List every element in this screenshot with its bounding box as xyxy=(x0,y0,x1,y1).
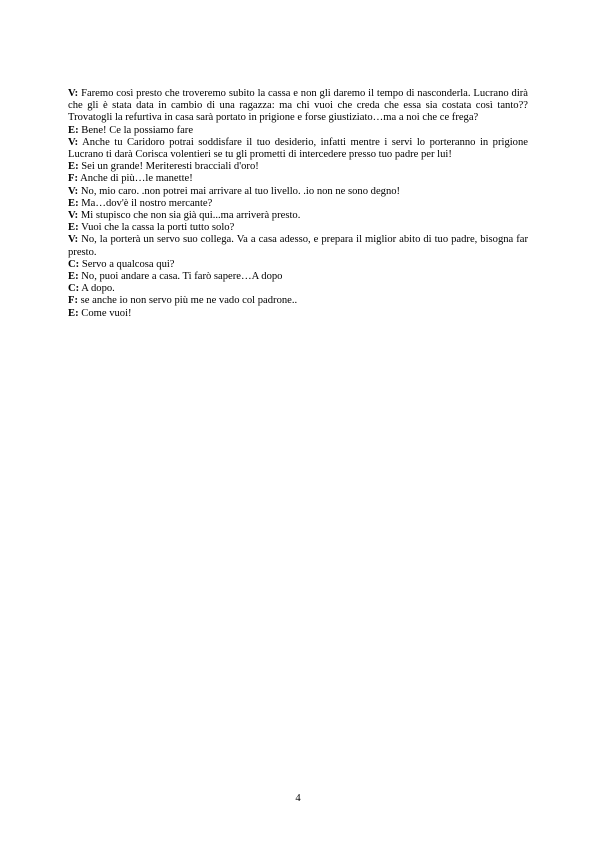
dialogue-line xyxy=(68,88,528,125)
dialogue-line xyxy=(68,210,528,222)
speaker-label: V: xyxy=(68,88,79,99)
dialogue-body xyxy=(68,88,528,320)
speaker-label: V: xyxy=(68,234,79,246)
speaker-label: E: xyxy=(68,124,79,136)
speaker-label: E: xyxy=(68,161,79,173)
dialogue-text: Come vuoi! xyxy=(81,307,132,319)
speaker-label: V: xyxy=(68,136,79,148)
dialogue-line xyxy=(68,137,528,161)
dialogue-text: Ma…dov'è il nostro mercante? xyxy=(81,197,213,209)
speaker-label: V: xyxy=(68,210,79,222)
dialogue-line xyxy=(68,173,528,185)
speaker-label: C: xyxy=(68,258,80,270)
dialogue-line xyxy=(68,259,528,271)
dialogue-line xyxy=(68,186,528,198)
dialogue-text: No, puoi andare a casa. Ti farò sapere…A dopo xyxy=(81,271,283,283)
speaker-label: E: xyxy=(68,307,79,319)
dialogue-line xyxy=(68,308,528,320)
page-number: 4 xyxy=(295,793,301,804)
dialogue-text: Servo a qualcosa qui? xyxy=(81,258,175,270)
dialogue-text: se anche io non servo più me ne vado col padrone.. xyxy=(80,295,298,307)
speaker-label: E: xyxy=(68,222,79,234)
dialogue-line xyxy=(68,295,528,307)
speaker-label: E: xyxy=(68,197,79,209)
speaker-label: F: xyxy=(68,295,78,307)
dialogue-line xyxy=(68,198,528,210)
dialogue-text: Sei un grande! Meriteresti bracciali d'oro! xyxy=(81,161,259,173)
dialogue-text: Anche tu Caridoro potrai soddisfare il tuo desiderio, infatti mentre i servi lo porteranno in prigione Lucrano ti darà Corisca volentieri se tu gli prometti di intercedere presso tuo padre per lui! xyxy=(68,136,528,161)
dialogue-text: Vuoi che la cassa la porti tutto solo? xyxy=(81,222,235,234)
speaker-label: E: xyxy=(68,271,79,283)
speaker-label: F: xyxy=(68,173,78,185)
dialogue-line xyxy=(68,161,528,173)
dialogue-text: No, la porterà un servo suo collega. Va a casa adesso, e prepara il miglior abito di tuo padre, bisogna far presto. xyxy=(68,234,528,258)
speaker-label: V: xyxy=(68,185,79,197)
dialogue-text: Faremo così presto che troveremo subito la cassa e non gli daremo il tempo di nasconderla. Lucrano dirà che gli è stata data in cambio di una ragazza: ma chi vuoi che creda che essa sia costata così tanto?? Trovatogli la refurtiva in casa sarà portato in prigione e forse giustiziato…ma a noi che ce frega? xyxy=(68,88,528,124)
dialogue-line xyxy=(68,125,528,137)
dialogue-text: Mi stupisco che non sia già qui...ma arriverà presto. xyxy=(80,210,301,222)
speaker-label: C: xyxy=(68,283,80,295)
dialogue-text: Bene! Ce la possiamo fare xyxy=(81,124,194,136)
dialogue-text: A dopo. xyxy=(81,283,115,295)
dialogue-line xyxy=(68,283,528,295)
dialogue-line xyxy=(68,271,528,283)
dialogue-text: Anche di più…le manette! xyxy=(80,173,193,185)
dialogue-line xyxy=(68,234,528,258)
dialogue-text: No, mio caro. .non potrei mai arrivare al tuo livello. .io non ne sono degno! xyxy=(80,185,401,197)
dialogue-line xyxy=(68,222,528,234)
